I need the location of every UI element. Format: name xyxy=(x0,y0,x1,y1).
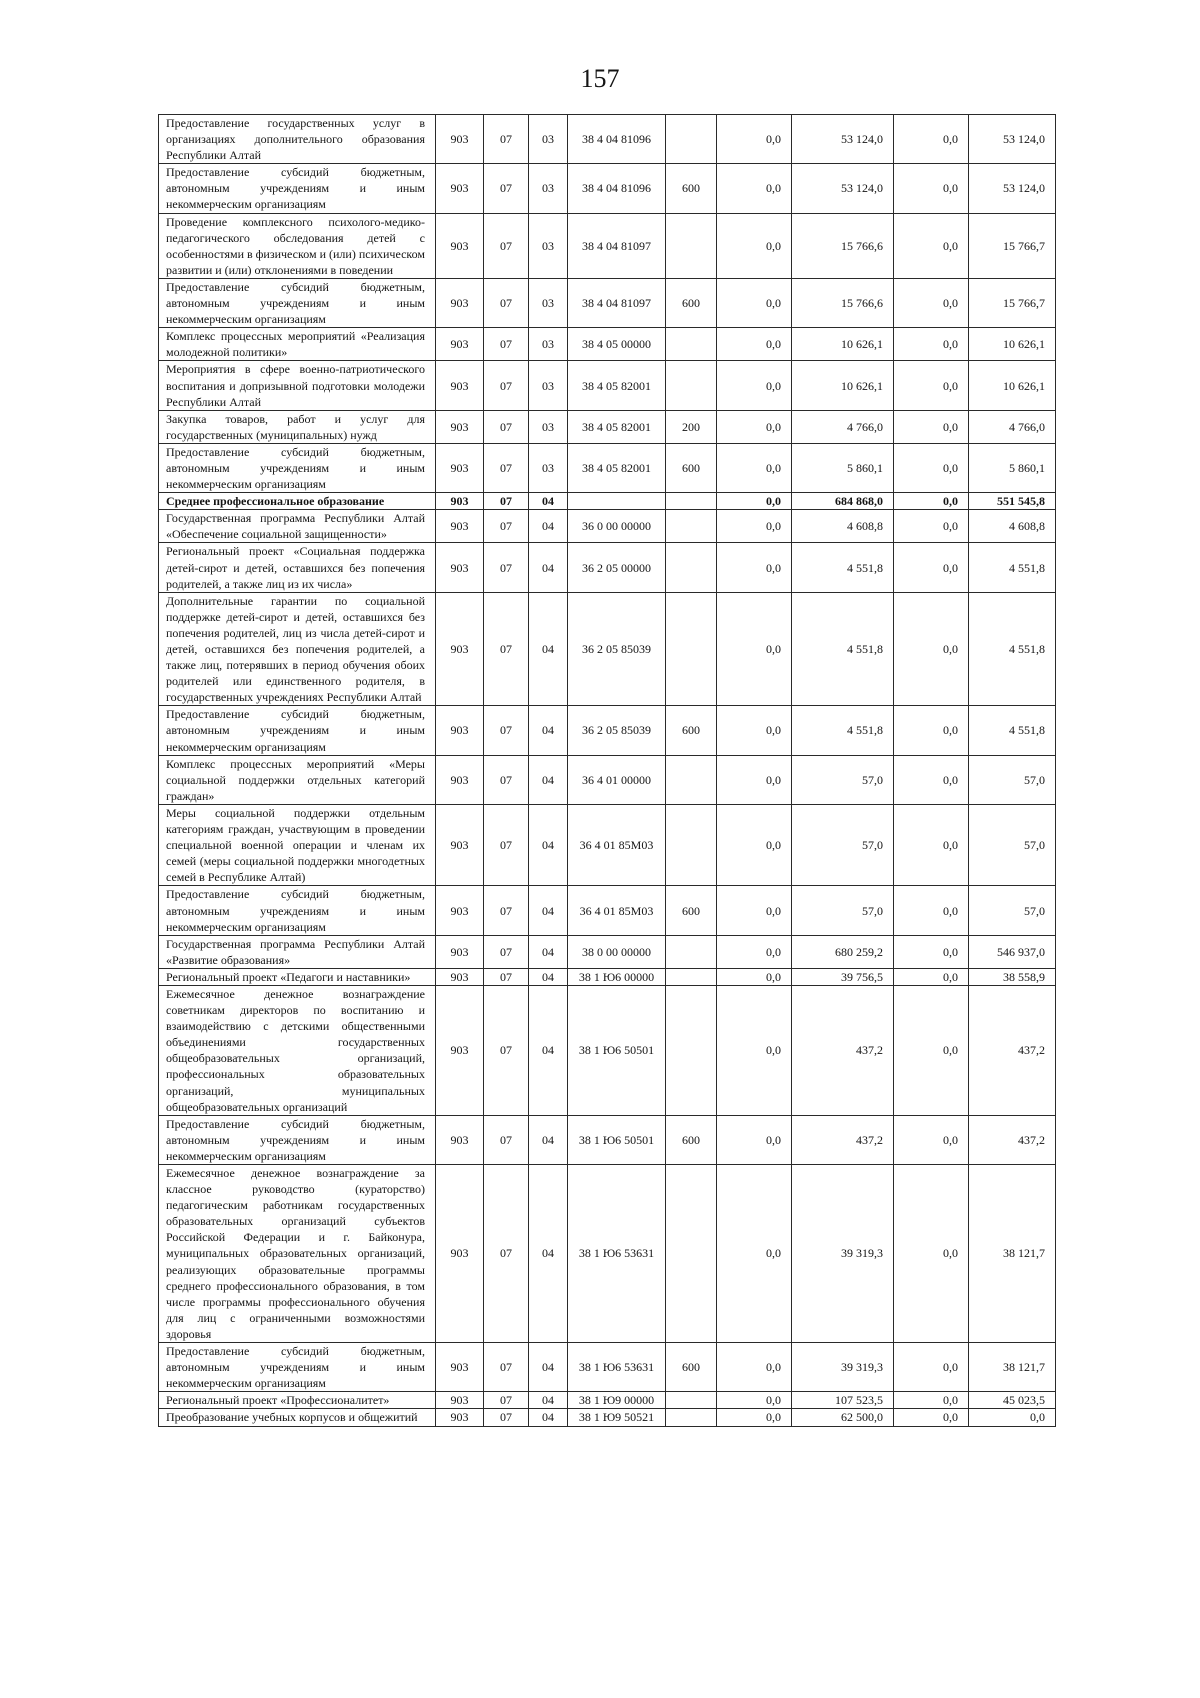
cell-amount-1: 0,0 xyxy=(717,1115,792,1164)
cell-amount-1: 0,0 xyxy=(717,985,792,1115)
cell-target-article: 36 4 01 85М03 xyxy=(568,886,666,935)
cell-amount-1: 0,0 xyxy=(717,510,792,543)
cell-description: Предоставление субсидий бюджетным, автономным учреждениям и иным некоммерческим организациям xyxy=(159,886,436,935)
cell-grbs-code: 903 xyxy=(436,1115,484,1164)
cell-description: Региональный проект «Педагоги и наставники» xyxy=(159,968,436,985)
cell-target-article: 38 4 05 82001 xyxy=(568,361,666,410)
cell-amount-2: 57,0 xyxy=(792,755,894,804)
table-row xyxy=(159,1115,1056,1164)
cell-target-article: 38 1 Ю6 53631 xyxy=(568,1165,666,1343)
cell-amount-1: 0,0 xyxy=(717,886,792,935)
cell-expense-type xyxy=(666,543,717,592)
table-row xyxy=(159,493,1056,510)
cell-amount-4: 53 124,0 xyxy=(969,115,1056,164)
cell-target-article: 36 2 05 00000 xyxy=(568,543,666,592)
cell-subsection: 03 xyxy=(529,115,568,164)
table-row xyxy=(159,328,1056,361)
cell-amount-1: 0,0 xyxy=(717,755,792,804)
cell-amount-3: 0,0 xyxy=(894,443,969,492)
cell-section: 07 xyxy=(484,886,529,935)
cell-section: 07 xyxy=(484,115,529,164)
cell-amount-1: 0,0 xyxy=(717,278,792,327)
cell-amount-2: 4 551,8 xyxy=(792,592,894,706)
cell-amount-3: 0,0 xyxy=(894,935,969,968)
page-number: 157 xyxy=(580,64,620,93)
cell-amount-1: 0,0 xyxy=(717,543,792,592)
table-row xyxy=(159,1409,1056,1426)
cell-section: 07 xyxy=(484,410,529,443)
cell-amount-2: 437,2 xyxy=(792,1115,894,1164)
cell-subsection: 04 xyxy=(529,755,568,804)
cell-target-article: 36 2 05 85039 xyxy=(568,706,666,755)
cell-section: 07 xyxy=(484,278,529,327)
cell-amount-2: 437,2 xyxy=(792,985,894,1115)
cell-description: Закупка товаров, работ и услуг для государственных (муниципальных) нужд xyxy=(159,410,436,443)
cell-description: Комплекс процессных мероприятий «Меры социальной поддержки отдельных категорий граждан» xyxy=(159,755,436,804)
cell-description: Мероприятия в сфере военно-патриотического воспитания и допризывной подготовки молодежи Республики Алтай xyxy=(159,361,436,410)
cell-amount-3: 0,0 xyxy=(894,410,969,443)
cell-description: Предоставление субсидий бюджетным, автономным учреждениям и иным некоммерческим организациям xyxy=(159,278,436,327)
table-row xyxy=(159,968,1056,985)
cell-section: 07 xyxy=(484,1343,529,1392)
budget-table xyxy=(158,114,1056,1427)
cell-amount-4: 15 766,7 xyxy=(969,213,1056,278)
cell-section: 07 xyxy=(484,443,529,492)
table-row xyxy=(159,510,1056,543)
cell-amount-3: 0,0 xyxy=(894,1392,969,1409)
cell-target-article: 38 1 Ю6 50501 xyxy=(568,1115,666,1164)
cell-amount-1: 0,0 xyxy=(717,935,792,968)
cell-subsection: 04 xyxy=(529,968,568,985)
cell-target-article: 38 1 Ю9 00000 xyxy=(568,1392,666,1409)
cell-target-article: 36 2 05 85039 xyxy=(568,592,666,706)
cell-target-article: 36 4 01 85М03 xyxy=(568,804,666,885)
cell-expense-type: 600 xyxy=(666,164,717,213)
table-row xyxy=(159,115,1056,164)
cell-subsection: 04 xyxy=(529,592,568,706)
table-row xyxy=(159,935,1056,968)
cell-description: Меры социальной поддержки отдельным категориям граждан, участвующим в проведении специальной военной операции и членам их семей (меры социальной поддержки многодетных семей в Республике Алтай) xyxy=(159,804,436,885)
cell-expense-type xyxy=(666,328,717,361)
cell-description: Предоставление субсидий бюджетным, автономным учреждениям и иным некоммерческим организациям xyxy=(159,1115,436,1164)
cell-amount-4: 10 626,1 xyxy=(969,361,1056,410)
cell-amount-2: 57,0 xyxy=(792,804,894,885)
cell-target-article: 38 4 04 81096 xyxy=(568,115,666,164)
cell-subsection: 03 xyxy=(529,361,568,410)
cell-amount-4: 38 121,7 xyxy=(969,1165,1056,1343)
table-row xyxy=(159,410,1056,443)
cell-target-article: 38 4 05 82001 xyxy=(568,443,666,492)
cell-amount-2: 4 551,8 xyxy=(792,543,894,592)
cell-description: Проведение комплексного психолого-медико-педагогического обследования детей с особенностями в физическом и (или) психическом развитии и (или) отклонениями в поведении xyxy=(159,213,436,278)
cell-grbs-code: 903 xyxy=(436,935,484,968)
cell-amount-2: 10 626,1 xyxy=(792,361,894,410)
cell-subsection: 03 xyxy=(529,328,568,361)
cell-description: Предоставление субсидий бюджетным, автономным учреждениям и иным некоммерческим организациям xyxy=(159,706,436,755)
cell-grbs-code: 903 xyxy=(436,278,484,327)
cell-target-article: 38 4 05 00000 xyxy=(568,328,666,361)
cell-target-article: 36 0 00 00000 xyxy=(568,510,666,543)
cell-grbs-code: 903 xyxy=(436,804,484,885)
cell-target-article: 38 4 05 82001 xyxy=(568,410,666,443)
cell-expense-type xyxy=(666,1409,717,1426)
cell-target-article: 38 1 Ю6 00000 xyxy=(568,968,666,985)
cell-section: 07 xyxy=(484,935,529,968)
cell-expense-type: 600 xyxy=(666,706,717,755)
cell-amount-2: 680 259,2 xyxy=(792,935,894,968)
cell-expense-type xyxy=(666,510,717,543)
cell-amount-3: 0,0 xyxy=(894,706,969,755)
table-row xyxy=(159,755,1056,804)
cell-expense-type xyxy=(666,493,717,510)
cell-grbs-code: 903 xyxy=(436,592,484,706)
cell-amount-1: 0,0 xyxy=(717,443,792,492)
table-row xyxy=(159,592,1056,706)
cell-amount-2: 4 551,8 xyxy=(792,706,894,755)
cell-amount-2: 4 766,0 xyxy=(792,410,894,443)
cell-target-article: 38 1 Ю9 50521 xyxy=(568,1409,666,1426)
cell-amount-4: 437,2 xyxy=(969,1115,1056,1164)
cell-expense-type: 600 xyxy=(666,1343,717,1392)
cell-amount-4: 57,0 xyxy=(969,804,1056,885)
table-row xyxy=(159,361,1056,410)
cell-subsection: 04 xyxy=(529,1392,568,1409)
cell-target-article: 38 4 04 81097 xyxy=(568,278,666,327)
cell-section: 07 xyxy=(484,361,529,410)
cell-amount-1: 0,0 xyxy=(717,361,792,410)
cell-grbs-code: 903 xyxy=(436,493,484,510)
cell-grbs-code: 903 xyxy=(436,213,484,278)
cell-amount-4: 53 124,0 xyxy=(969,164,1056,213)
cell-target-article xyxy=(568,493,666,510)
cell-grbs-code: 903 xyxy=(436,1392,484,1409)
cell-amount-4: 437,2 xyxy=(969,985,1056,1115)
cell-description: Среднее профессиональное образование xyxy=(159,493,436,510)
cell-amount-4: 546 937,0 xyxy=(969,935,1056,968)
cell-amount-3: 0,0 xyxy=(894,592,969,706)
cell-amount-3: 0,0 xyxy=(894,886,969,935)
cell-section: 07 xyxy=(484,706,529,755)
table-row xyxy=(159,1165,1056,1343)
cell-description: Региональный проект «Социальная поддержка детей-сирот и детей, оставшихся без попечения родителей, а также лиц из их числа» xyxy=(159,543,436,592)
cell-expense-type: 600 xyxy=(666,1115,717,1164)
cell-description: Предоставление субсидий бюджетным, автономным учреждениям и иным некоммерческим организациям xyxy=(159,443,436,492)
cell-amount-4: 551 545,8 xyxy=(969,493,1056,510)
cell-description: Предоставление субсидий бюджетным, автономным учреждениям и иным некоммерческим организациям xyxy=(159,164,436,213)
cell-expense-type xyxy=(666,115,717,164)
cell-amount-1: 0,0 xyxy=(717,1409,792,1426)
cell-grbs-code: 903 xyxy=(436,1343,484,1392)
table-row xyxy=(159,278,1056,327)
table-row xyxy=(159,543,1056,592)
cell-description: Ежемесячное денежное вознаграждение за классное руководство (кураторство) педагогическим работникам государственных образовательных организаций субъектов Российской Федерации и г. Байконура, муниципальных образовательных организаций, реализующих образовательные программы среднего профессионального образования, в том числе программы профессионального обучения для лиц с ограниченными возможностями здоровья xyxy=(159,1165,436,1343)
cell-amount-3: 0,0 xyxy=(894,213,969,278)
cell-amount-1: 0,0 xyxy=(717,1392,792,1409)
cell-amount-3: 0,0 xyxy=(894,164,969,213)
cell-expense-type: 600 xyxy=(666,886,717,935)
cell-section: 07 xyxy=(484,543,529,592)
cell-subsection: 04 xyxy=(529,706,568,755)
cell-amount-1: 0,0 xyxy=(717,115,792,164)
cell-amount-1: 0,0 xyxy=(717,164,792,213)
cell-amount-2: 53 124,0 xyxy=(792,164,894,213)
cell-target-article: 38 0 00 00000 xyxy=(568,935,666,968)
cell-amount-1: 0,0 xyxy=(717,328,792,361)
table-row xyxy=(159,985,1056,1115)
cell-section: 07 xyxy=(484,755,529,804)
table-row xyxy=(159,164,1056,213)
cell-description: Ежемесячное денежное вознаграждение советникам директоров по воспитанию и взаимодействию с детскими общественными объединениями государственных общеобразовательных организаций, профессиональных образовательных организаций, муниципальных общеобразовательных организаций xyxy=(159,985,436,1115)
cell-grbs-code: 903 xyxy=(436,115,484,164)
cell-amount-3: 0,0 xyxy=(894,804,969,885)
cell-target-article: 38 1 Ю6 50501 xyxy=(568,985,666,1115)
cell-section: 07 xyxy=(484,510,529,543)
cell-amount-1: 0,0 xyxy=(717,1343,792,1392)
cell-section: 07 xyxy=(484,328,529,361)
cell-subsection: 04 xyxy=(529,1165,568,1343)
cell-subsection: 04 xyxy=(529,1343,568,1392)
cell-section: 07 xyxy=(484,985,529,1115)
cell-amount-2: 684 868,0 xyxy=(792,493,894,510)
cell-amount-2: 15 766,6 xyxy=(792,213,894,278)
cell-grbs-code: 903 xyxy=(436,755,484,804)
cell-amount-3: 0,0 xyxy=(894,1165,969,1343)
cell-amount-3: 0,0 xyxy=(894,755,969,804)
cell-grbs-code: 903 xyxy=(436,510,484,543)
cell-amount-2: 39 319,3 xyxy=(792,1343,894,1392)
cell-amount-2: 62 500,0 xyxy=(792,1409,894,1426)
cell-grbs-code: 903 xyxy=(436,968,484,985)
cell-grbs-code: 903 xyxy=(436,410,484,443)
table-row xyxy=(159,804,1056,885)
cell-grbs-code: 903 xyxy=(436,985,484,1115)
cell-grbs-code: 903 xyxy=(436,361,484,410)
cell-target-article: 38 4 04 81097 xyxy=(568,213,666,278)
cell-grbs-code: 903 xyxy=(436,164,484,213)
cell-subsection: 04 xyxy=(529,985,568,1115)
cell-target-article: 38 1 Ю6 53631 xyxy=(568,1343,666,1392)
cell-amount-1: 0,0 xyxy=(717,493,792,510)
cell-amount-3: 0,0 xyxy=(894,1343,969,1392)
cell-subsection: 04 xyxy=(529,804,568,885)
cell-amount-4: 4 551,8 xyxy=(969,706,1056,755)
cell-description: Предоставление государственных услуг в организациях дополнительного образования Республики Алтай xyxy=(159,115,436,164)
cell-amount-4: 15 766,7 xyxy=(969,278,1056,327)
cell-section: 07 xyxy=(484,164,529,213)
cell-amount-4: 57,0 xyxy=(969,886,1056,935)
cell-description: Преобразование учебных корпусов и общежитий xyxy=(159,1409,436,1426)
cell-expense-type xyxy=(666,968,717,985)
cell-section: 07 xyxy=(484,1392,529,1409)
cell-amount-2: 5 860,1 xyxy=(792,443,894,492)
cell-amount-2: 39 756,5 xyxy=(792,968,894,985)
cell-amount-3: 0,0 xyxy=(894,985,969,1115)
cell-amount-4: 0,0 xyxy=(969,1409,1056,1426)
cell-amount-2: 15 766,6 xyxy=(792,278,894,327)
cell-description: Государственная программа Республики Алтай «Развитие образования» xyxy=(159,935,436,968)
cell-description: Дополнительные гарантии по социальной поддержке детей-сирот и детей, оставшихся без попечения родителей, лиц из числа детей-сирот и детей, оставшихся без попечения родителей, а также лиц, потерявших в период обучения обоих родителей или единственного родителя, в государственных учреждениях Республики Алтай xyxy=(159,592,436,706)
cell-section: 07 xyxy=(484,213,529,278)
cell-section: 07 xyxy=(484,968,529,985)
cell-expense-type xyxy=(666,361,717,410)
cell-subsection: 04 xyxy=(529,1115,568,1164)
cell-section: 07 xyxy=(484,493,529,510)
cell-amount-3: 0,0 xyxy=(894,968,969,985)
cell-amount-3: 0,0 xyxy=(894,493,969,510)
cell-description: Государственная программа Республики Алтай «Обеспечение социальной защищенности» xyxy=(159,510,436,543)
table-row xyxy=(159,886,1056,935)
cell-subsection: 03 xyxy=(529,443,568,492)
cell-expense-type xyxy=(666,1392,717,1409)
table-row xyxy=(159,1343,1056,1392)
cell-section: 07 xyxy=(484,1409,529,1426)
cell-expense-type xyxy=(666,1165,717,1343)
cell-subsection: 04 xyxy=(529,935,568,968)
cell-target-article: 36 4 01 00000 xyxy=(568,755,666,804)
cell-description: Предоставление субсидий бюджетным, автономным учреждениям и иным некоммерческим организациям xyxy=(159,1343,436,1392)
cell-expense-type xyxy=(666,755,717,804)
cell-amount-2: 107 523,5 xyxy=(792,1392,894,1409)
cell-section: 07 xyxy=(484,592,529,706)
cell-amount-4: 38 121,7 xyxy=(969,1343,1056,1392)
cell-subsection: 03 xyxy=(529,164,568,213)
cell-amount-4: 5 860,1 xyxy=(969,443,1056,492)
cell-expense-type: 200 xyxy=(666,410,717,443)
cell-expense-type: 600 xyxy=(666,443,717,492)
cell-amount-2: 39 319,3 xyxy=(792,1165,894,1343)
cell-grbs-code: 903 xyxy=(436,543,484,592)
table-row xyxy=(159,706,1056,755)
cell-amount-3: 0,0 xyxy=(894,1115,969,1164)
cell-grbs-code: 903 xyxy=(436,443,484,492)
cell-amount-1: 0,0 xyxy=(717,706,792,755)
cell-grbs-code: 903 xyxy=(436,328,484,361)
cell-amount-4: 4 608,8 xyxy=(969,510,1056,543)
cell-grbs-code: 903 xyxy=(436,706,484,755)
cell-amount-4: 4 551,8 xyxy=(969,592,1056,706)
cell-amount-3: 0,0 xyxy=(894,510,969,543)
cell-amount-2: 10 626,1 xyxy=(792,328,894,361)
table-row xyxy=(159,213,1056,278)
cell-subsection: 03 xyxy=(529,213,568,278)
cell-subsection: 04 xyxy=(529,886,568,935)
cell-expense-type xyxy=(666,935,717,968)
cell-expense-type xyxy=(666,985,717,1115)
cell-subsection: 03 xyxy=(529,278,568,327)
cell-amount-2: 57,0 xyxy=(792,886,894,935)
cell-amount-4: 4 766,0 xyxy=(969,410,1056,443)
cell-amount-1: 0,0 xyxy=(717,213,792,278)
cell-amount-2: 53 124,0 xyxy=(792,115,894,164)
cell-amount-1: 0,0 xyxy=(717,592,792,706)
cell-expense-type xyxy=(666,213,717,278)
cell-amount-4: 45 023,5 xyxy=(969,1392,1056,1409)
cell-amount-4: 57,0 xyxy=(969,755,1056,804)
cell-amount-3: 0,0 xyxy=(894,543,969,592)
table-row xyxy=(159,1392,1056,1409)
cell-amount-2: 4 608,8 xyxy=(792,510,894,543)
cell-amount-1: 0,0 xyxy=(717,1165,792,1343)
cell-amount-3: 0,0 xyxy=(894,1409,969,1426)
cell-amount-4: 10 626,1 xyxy=(969,328,1056,361)
cell-subsection: 04 xyxy=(529,1409,568,1426)
cell-target-article: 38 4 04 81096 xyxy=(568,164,666,213)
cell-grbs-code: 903 xyxy=(436,886,484,935)
cell-expense-type xyxy=(666,592,717,706)
cell-section: 07 xyxy=(484,1165,529,1343)
table-row xyxy=(159,443,1056,492)
cell-subsection: 04 xyxy=(529,543,568,592)
cell-amount-3: 0,0 xyxy=(894,361,969,410)
cell-expense-type xyxy=(666,804,717,885)
cell-section: 07 xyxy=(484,804,529,885)
cell-amount-4: 4 551,8 xyxy=(969,543,1056,592)
cell-amount-1: 0,0 xyxy=(717,410,792,443)
budget-table-body xyxy=(159,115,1056,1427)
cell-subsection: 04 xyxy=(529,493,568,510)
cell-subsection: 04 xyxy=(529,510,568,543)
cell-expense-type: 600 xyxy=(666,278,717,327)
cell-grbs-code: 903 xyxy=(436,1165,484,1343)
cell-amount-4: 38 558,9 xyxy=(969,968,1056,985)
cell-amount-1: 0,0 xyxy=(717,804,792,885)
cell-amount-3: 0,0 xyxy=(894,328,969,361)
cell-description: Региональный проект «Профессионалитет» xyxy=(159,1392,436,1409)
cell-section: 07 xyxy=(484,1115,529,1164)
cell-amount-3: 0,0 xyxy=(894,278,969,327)
cell-amount-3: 0,0 xyxy=(894,115,969,164)
cell-description: Комплекс процессных мероприятий «Реализация молодежной политики» xyxy=(159,328,436,361)
cell-grbs-code: 903 xyxy=(436,1409,484,1426)
cell-subsection: 03 xyxy=(529,410,568,443)
cell-amount-1: 0,0 xyxy=(717,968,792,985)
